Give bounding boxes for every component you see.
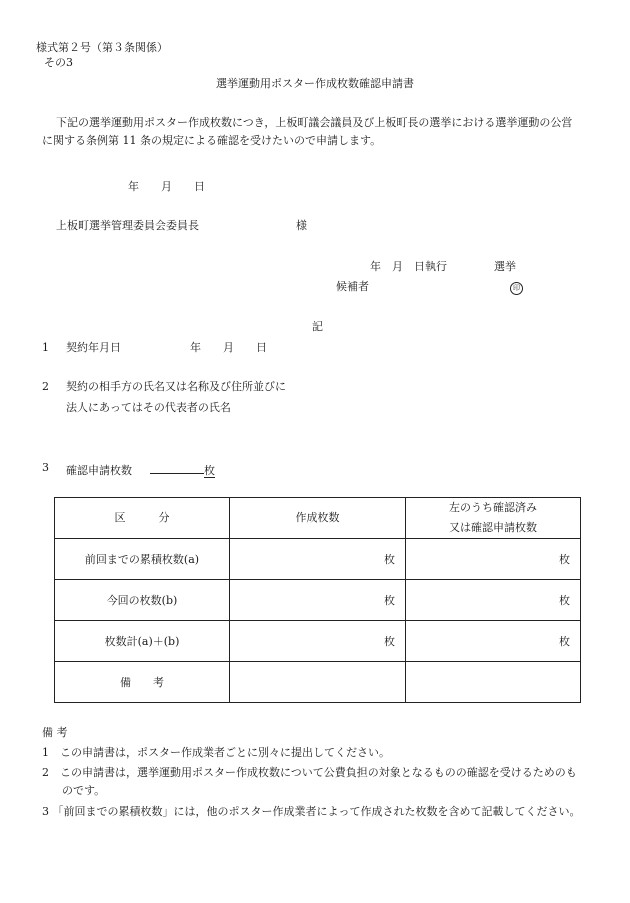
- form-number: 様式第２号（第３条関係）: [36, 41, 168, 54]
- election-word: 選挙: [494, 260, 516, 273]
- note-2-line-2: のです。: [62, 784, 106, 797]
- header-confirmed-line-2: 又は確認申請枚数: [449, 521, 537, 534]
- table-row: [55, 539, 581, 580]
- table-row: [55, 621, 581, 662]
- item2-number: 2: [42, 380, 49, 393]
- header-confirmed-line-1: 左のうち確認済み: [449, 501, 537, 514]
- addressee-honorific: 様: [296, 219, 307, 232]
- form-sub-number: その3: [44, 56, 73, 69]
- row-label: 前回までの累積枚数(a): [55, 539, 230, 580]
- count-cell: [230, 662, 406, 703]
- header-confirmed: [406, 498, 581, 539]
- item3-label: [66, 461, 215, 478]
- item1-number: 1: [42, 341, 49, 354]
- election-date: 年 月 日執行: [370, 260, 447, 273]
- header-kubun: 区 分: [55, 498, 230, 539]
- note-3: 3 「前回までの累積枚数」には，他のポスター作成業者によって作成された枚数を含めて記載してください。: [42, 805, 581, 818]
- ki-heading: 記: [312, 320, 323, 333]
- seal-mark: [510, 280, 523, 295]
- confirmed-cell: 枚: [406, 621, 581, 662]
- item2-line-2: 法人にあってはその代表者の氏名: [66, 401, 231, 414]
- row-label: 今回の枚数(b): [55, 580, 230, 621]
- item3-label-text: 確認申請枚数: [66, 464, 132, 477]
- note-2-line-1: 2 この申請書は，選挙運動用ポスター作成枚数について公費負担の対象となるものの確認を受けるためのも: [42, 766, 577, 779]
- intro-line-1: 下記の選挙運動用ポスター作成枚数につき，上板町議会議員及び上板町長の選挙における選挙運動の公営: [56, 116, 573, 129]
- candidate-label: 候補者: [336, 280, 369, 293]
- addressee-name: 上板町選挙管理委員会委員長: [56, 219, 199, 232]
- table-row-remarks: [55, 662, 581, 703]
- item3-number: 3: [42, 461, 49, 474]
- item3-unit: 枚: [204, 464, 215, 477]
- item1-label: 契約年月日: [66, 341, 121, 354]
- item2-line-1: 契約の相手方の氏名又は名称及び住所並びに: [66, 380, 286, 393]
- table-row: [55, 580, 581, 621]
- poster-count-table: [54, 497, 581, 703]
- count-cell: 枚: [230, 580, 406, 621]
- intro-line-2: に関する条例第 11 条の規定による確認を受けたいので申請します。: [42, 134, 382, 147]
- row-label: 枚数計(a)＋(b): [55, 621, 230, 662]
- row-label: 備 考: [55, 662, 230, 703]
- application-date: 年 月 日: [128, 180, 205, 193]
- confirmed-cell: [406, 662, 581, 703]
- confirmed-cell: 枚: [406, 539, 581, 580]
- document-title: 選挙運動用ポスター作成枚数確認申請書: [216, 77, 414, 90]
- intro-paragraph: [42, 112, 592, 152]
- table-header-row: [55, 498, 581, 539]
- count-cell: 枚: [230, 539, 406, 580]
- item3-blank-field: [150, 461, 204, 474]
- item1-date: 年 月 日: [190, 341, 267, 354]
- seal-icon: 印: [510, 282, 523, 295]
- note-1: 1 この申請書は，ポスター作成業者ごとに別々に提出してください。: [42, 746, 390, 759]
- confirmed-cell: 枚: [406, 580, 581, 621]
- count-cell: 枚: [230, 621, 406, 662]
- header-count: 作成枚数: [230, 498, 406, 539]
- notes-heading: 備 考: [42, 726, 68, 739]
